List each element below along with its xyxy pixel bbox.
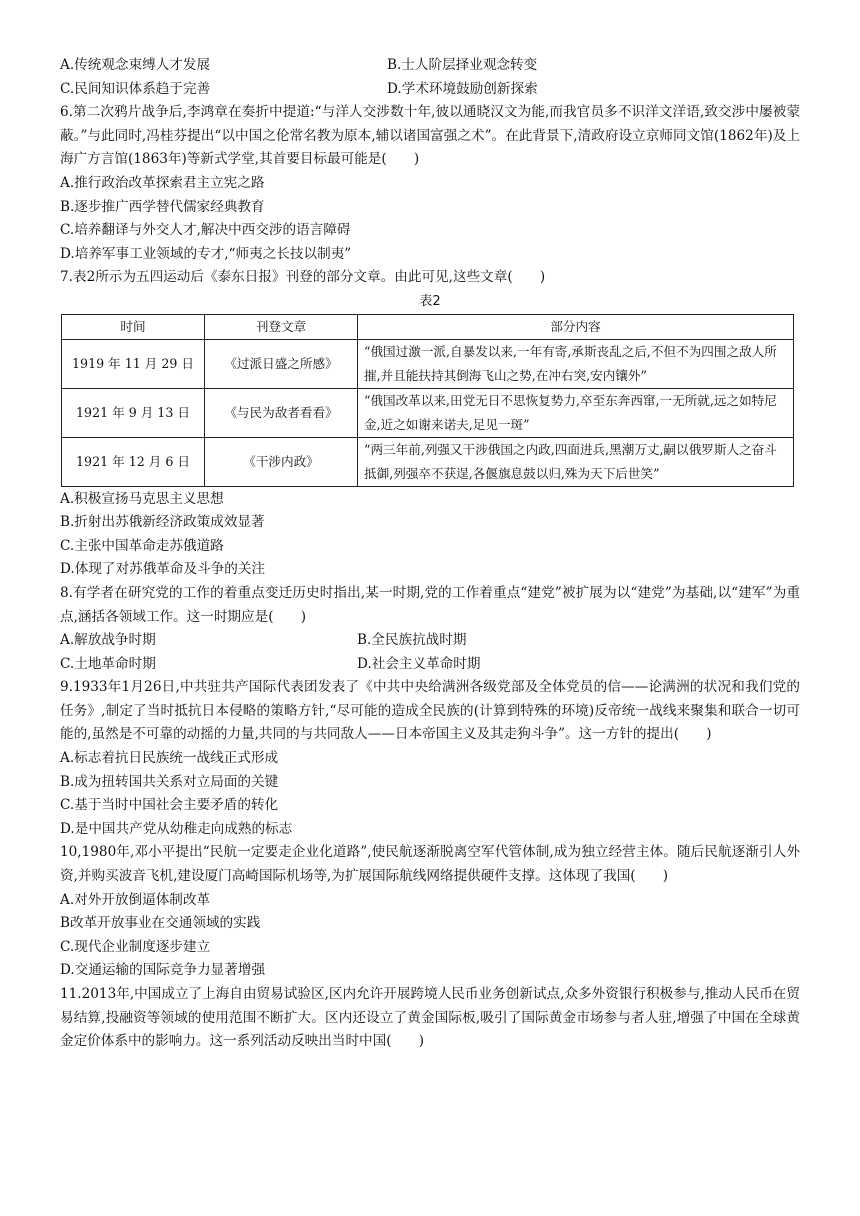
- table-row: [62, 388, 794, 437]
- q8-options-row-2: [60, 653, 800, 677]
- row-article: 《过派日盛之所感》: [205, 339, 358, 388]
- q9-option-b[interactable]: B.成为扭转国共关系对立局面的关键: [60, 773, 279, 790]
- q10-stem: 10,1980年,邓小平提出“民航一定要走企业化道路”,使民航逐渐脱离空军代管体制,成为独立经营主体。随后民航逐渐引人外资,并购买波音飞机,建设厦门高崎国际机场等,为扩展国际航线网络提供硬件支撑。这体现了我国( ): [60, 844, 800, 885]
- row-content: “俄国改革以来,田党无日不思恢复势力,卒至东奔西窜,一无所就,远之如特尼金,近之如谢来诺夫,足见一斑”: [358, 388, 794, 437]
- header-article: 刊登文章: [205, 314, 358, 339]
- q5-option-d[interactable]: D.学术环境鼓励创新探索: [387, 80, 538, 97]
- header-time: 时间: [62, 314, 205, 339]
- q8-options-row-1: [60, 629, 800, 653]
- row-content: “俄国过激一派,自暴发以来,一年有寄,承斯丧乱之后,不但不为四围之敌人所摧,并且能扶持其倒海飞山之势,在冲右突,安内镶外”: [358, 339, 794, 388]
- q11-stem: 11.2013年,中国成立了上海自由贸易试验区,区内允许开展跨境人民币业务创新试点,众多外资银行积极参与,推动人民币在贸易结算,投融资等领域的使用范围不断扩大。区内还设立了黄金国际板,吸引了国际黄金市场参与者人驻,增强了中国在全球黄金定价体系中的影响力。这一系列活动反映出当时中国( ): [60, 986, 800, 1050]
- q10-option-d[interactable]: D.交通运输的国际竞争力显著增强: [60, 962, 266, 979]
- row-time: 1921 年 9 月 13 日: [62, 388, 205, 437]
- header-content: 部分内容: [358, 314, 794, 339]
- q5-options-row-1: [60, 54, 800, 78]
- q7-option-c[interactable]: C.主张中国革命走苏俄道路: [60, 537, 224, 554]
- q10-option-a[interactable]: A.对外开放倒逼体制改革: [60, 891, 211, 908]
- q7-option-a[interactable]: A.积极宣扬马克思主义思想: [60, 490, 224, 507]
- table-header-row: [62, 314, 794, 339]
- q8-option-a[interactable]: A.解放战争时期: [60, 632, 156, 649]
- table-caption: 表2: [419, 293, 441, 309]
- q8-option-b[interactable]: B.全民族抗战时期: [357, 632, 467, 649]
- q9-option-d[interactable]: D.是中国共产党从幼稚走向成熟的标志: [60, 820, 293, 837]
- q7-stem: 7.表2所示为五四运动后《泰东日报》刊登的部分文章。由此可见,这些文章( ): [60, 269, 546, 286]
- q6-stem: 6.第二次鸦片战争后,李鸿章在奏折中提道:“与洋人交涉数十年,彼以通晓汉文为能,而我官员多不识洋文洋语,致交涉中屡被蒙蔽。”与此同时,冯桂芬提出“以中国之伦常名教为原本,辅以诸国富强之术”。在此背景下,清政府设立京师同文馆(1862年)及上海广方言馆(1863年)等新式学堂,其首要目标最可能是( ): [60, 104, 800, 168]
- row-content: “两三年前,列强又干涉俄国之内政,四面进兵,黑潮万丈,嗣以俄罗斯人之奋斗抵御,列强卒不获逞,各偃旗息鼓以归,殊为天下后世笑”: [358, 437, 794, 486]
- exam-page: [60, 54, 800, 1054]
- q8-stem: 8.有学者在研究党的工作的着重点变迁历史时指出,某一时期,党的工作着重点“建党”被扩展为以“建党”为基础,以“建军”为重点,涵括各领域工作。这一时期应是( ): [60, 584, 800, 625]
- q9-stem: 9.1933年1月26日,中共驻共产国际代表团发表了《中共中央给满洲各级党部及全体党员的信——论满洲的状况和我们党的任务》,制定了当时抵抗日本侵略的策略方针,“尽可能的造成全民族的(计算到特殊的环境)反帝统一战线来聚集和联合一切可能的,虽然是不可靠的动摇的力量,共同的与共同敌人——日本帝国主义及其走狗斗争”。这一方针的提出( ): [60, 679, 800, 743]
- q7-option-b[interactable]: B.折射出苏俄新经济政策成效显著: [60, 514, 265, 531]
- q9-option-a[interactable]: A.标志着抗日民族统一战线正式形成: [60, 750, 279, 767]
- q7-table: [61, 314, 794, 487]
- q10-option-c[interactable]: C.现代企业制度逐步建立: [60, 938, 211, 955]
- q7-option-d[interactable]: D.体现了对苏俄革命及斗争的关注: [60, 561, 266, 578]
- q5-option-c[interactable]: C.民间知识体系趋于完善: [60, 80, 211, 97]
- q5-option-b[interactable]: B.士人阶层择业观念转变: [387, 57, 538, 73]
- q9-option-c[interactable]: C.基于当时中国社会主要矛盾的转化: [60, 797, 279, 814]
- q6-option-b[interactable]: B.逐步推广西学替代儒家经典教育: [60, 198, 265, 215]
- row-time: 1919 年 11 月 29 日: [62, 339, 205, 388]
- q8-option-c[interactable]: C.土地革命时期: [60, 655, 156, 672]
- row-article: 《与民为敌者看看》: [205, 388, 358, 437]
- q10-option-b[interactable]: B改革开放事业在交通领域的实践: [60, 915, 261, 932]
- q5-option-a[interactable]: A.传统观念束缚人才发展: [60, 57, 211, 73]
- q6-option-a[interactable]: A.推行政治改革探索君主立宪之路: [60, 174, 265, 191]
- table-row: [62, 437, 794, 486]
- row-time: 1921 年 12 月 6 日: [62, 437, 205, 486]
- q6-option-c[interactable]: C.培养翻译与外交人才,解决中西交涉的语言障碍: [60, 222, 351, 239]
- q6-option-d[interactable]: D.培养军事工业领域的专才,“师夷之长技以制夷”: [60, 245, 352, 262]
- row-article: 《干涉内政》: [205, 437, 358, 486]
- q5-options-row-2: [60, 78, 800, 102]
- table-row: [62, 339, 794, 388]
- q8-option-d[interactable]: D.社会主义革命时期: [357, 655, 481, 672]
